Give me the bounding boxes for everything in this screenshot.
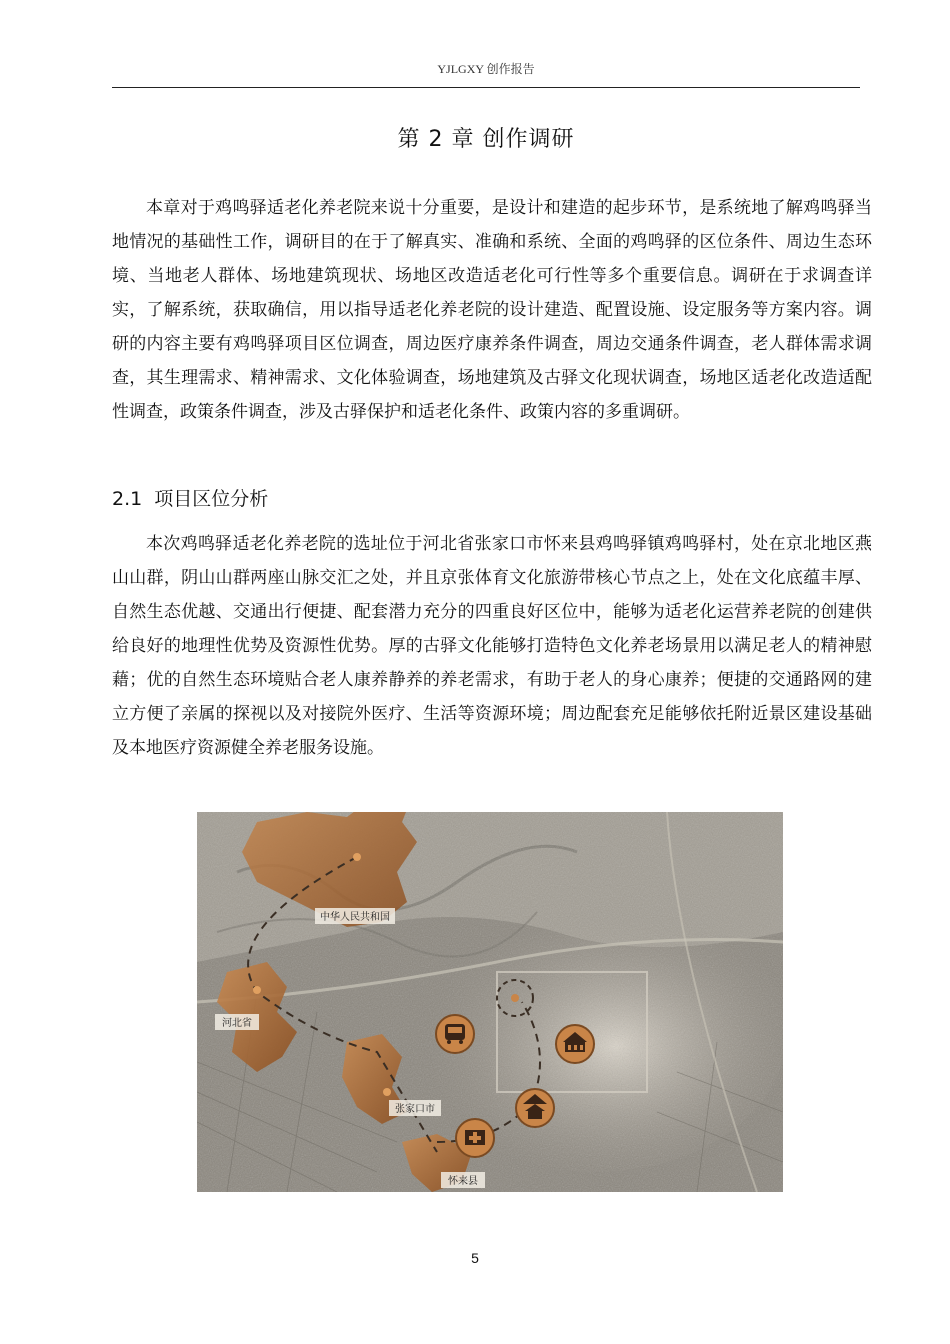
- hospital-icon: [456, 1119, 494, 1157]
- label-hebei: 河北省: [222, 1018, 252, 1029]
- building-icon: [556, 1025, 594, 1063]
- bus-icon: [436, 1015, 474, 1053]
- pavilion-icon: [516, 1089, 554, 1127]
- header-divider: [112, 87, 860, 88]
- section-title: 项目区位分析: [154, 488, 269, 510]
- location-map: [197, 812, 783, 1192]
- page-header: YJLGXY 创作报告: [437, 62, 535, 76]
- label-huailai: 怀来县: [448, 1176, 478, 1187]
- label-zhangjiakou: 张家口市: [395, 1104, 435, 1115]
- label-china: 中华人民共和国: [320, 912, 390, 923]
- intro-paragraph: 本章对于鸡鸣驿适老化养老院来说十分重要，是设计和建造的起步环节，是系统地了解鸡鸣驿当地情况的基础性工作，调研目的在于了解真实、准确和系统、全面的鸡鸣驿的区位条件、周边生态环境、当地老人群体、场地建筑现状、场地区改造适老化可行性等多个重要信息。调研在于求调查详实，了解系统，获取确信，用以指导适老化养老院的设计建造、配置设施、设定服务等方案内容。调研的内容主要有鸡鸣驿项目区位调查，周边医疗康养条件调查，周边交通条件调查，老人群体需求调查，其生理需求、精神需求、文化体验调查，场地建筑及古驿文化现状调查，场地区适老化改造适配性调查，政策条件调查，涉及古驿保护和适老化条件、政策内容的多重调研。: [112, 198, 872, 422]
- chapter-title: 第 2 章 创作调研: [397, 127, 575, 152]
- section-paragraph: 本次鸡鸣驿适老化养老院的选址位于河北省张家口市怀来县鸡鸣驿镇鸡鸣驿村，处在京北地区燕山山群，阴山山群两座山脉交汇之处，并且京张体育文化旅游带核心节点之上，处在文化底蕴丰厚、自然生态优越、交通出行便捷、配套潜力充分的四重良好区位中，能够为适老化运营养老院的创建供给良好的地理性优势及资源性优势。厚的古驿文化能够打造特色文化养老场景用以满足老人的精神慰藉；优的自然生态环境贴合老人康养静养的养老需求，有助于老人的身心康养；便捷的交通路网的建立方便了亲属的探视以及对接院外医疗、生活等资源环境；周边配套充足能够依托附近景区建设基础及本地医疗资源健全养老服务设施。: [112, 534, 872, 758]
- section-number: 2.1: [112, 488, 143, 510]
- page-number: 5: [471, 1250, 479, 1266]
- section-heading: [112, 484, 268, 511]
